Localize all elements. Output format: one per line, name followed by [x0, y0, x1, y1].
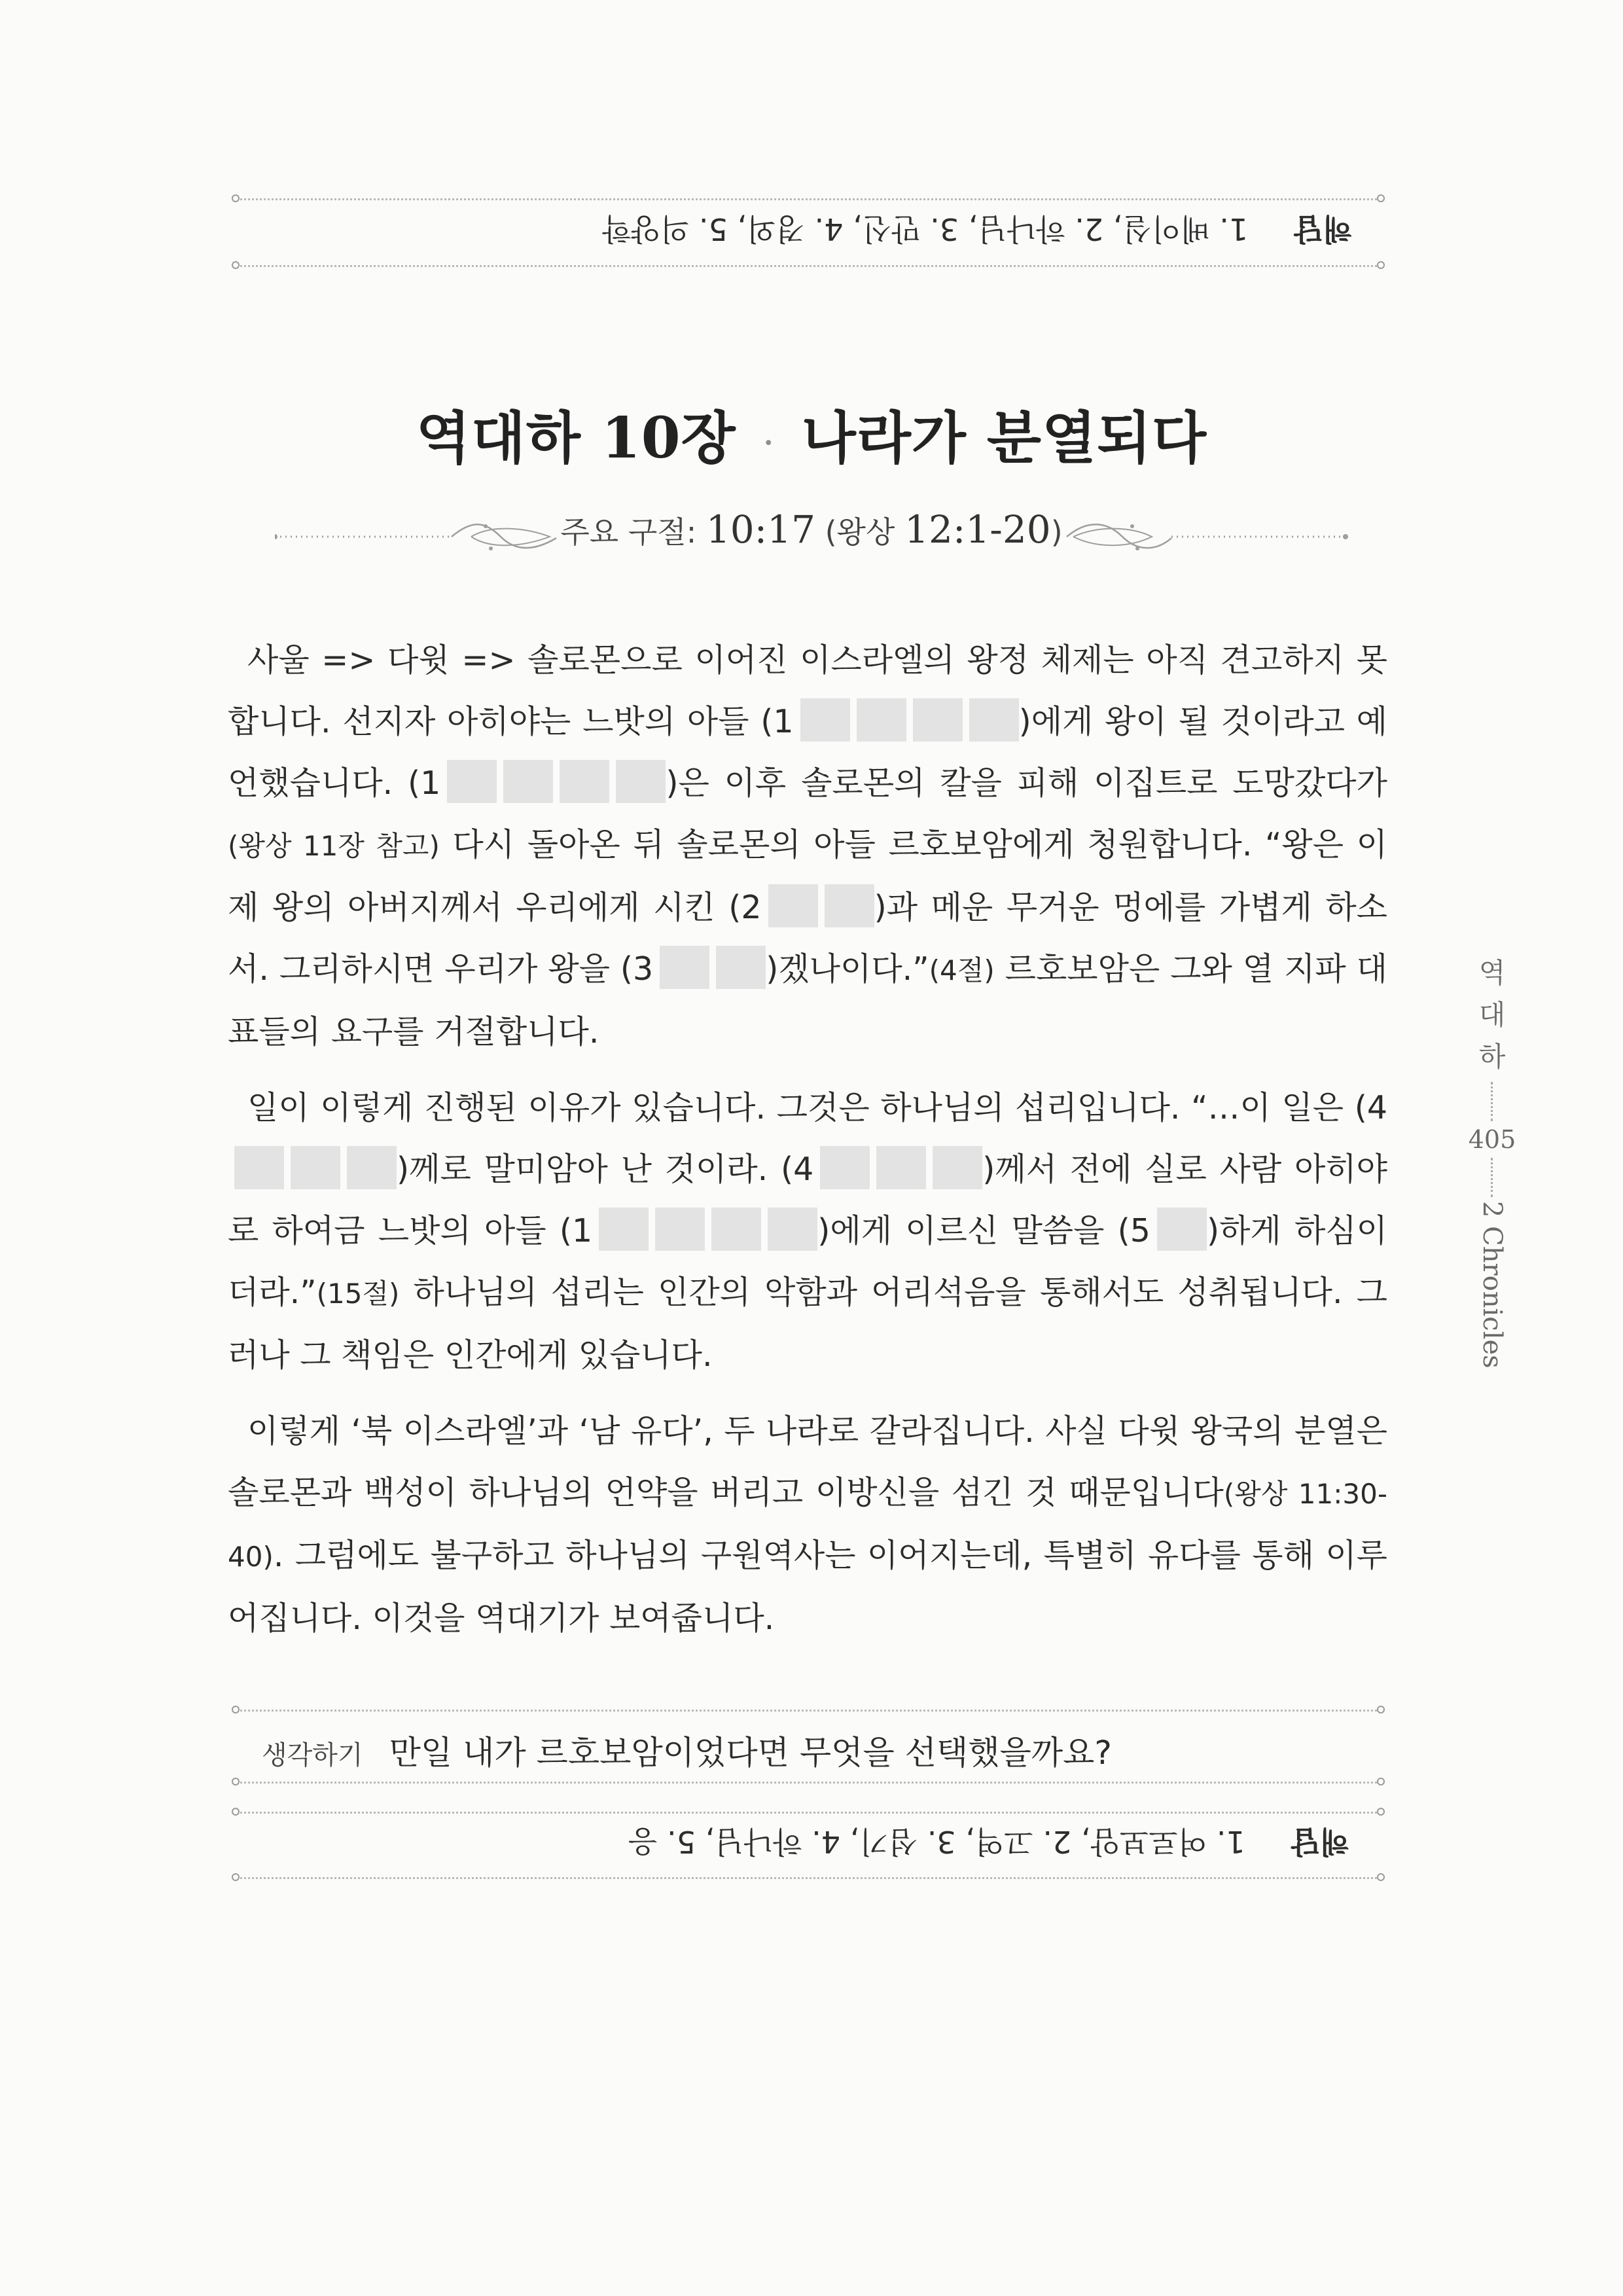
ring-ornament — [1377, 1873, 1385, 1881]
think-question: 만일 내가 르호보암이었다면 무엇을 선택했을까요? — [389, 1734, 1112, 1772]
text-run: )겠나이다.” — [766, 950, 929, 988]
ring-ornament — [232, 1808, 240, 1816]
text-run: )과 메운 무거운 멍에를 가볍게 하소서. 그리하시면 우리가 왕을 (3 — [228, 889, 1387, 988]
key-verse-label: 주요 구절: — [560, 514, 697, 550]
answer-blank — [820, 1146, 870, 1189]
ring-ornament — [1377, 261, 1385, 269]
answer-blank — [716, 946, 766, 989]
ring-ornament — [1377, 1706, 1385, 1713]
answer-blank — [347, 1146, 397, 1189]
key-verse-ref: 10:17 — [705, 507, 815, 552]
answer-blank — [825, 884, 874, 927]
key-verse-paren-close: ) — [1050, 514, 1063, 550]
side-divider — [1491, 1082, 1494, 1121]
text-run: . 그럼에도 불구하고 하나님의 구원역사는 이어지는데, 특별히 유다를 통해 이루어집니다. 이것을 역대기가 보여줍니다. — [228, 1537, 1387, 1637]
answer-label: 해답 — [1291, 1824, 1349, 1859]
chapter-title — [0, 393, 1623, 474]
side-book-char: 대 — [1478, 999, 1506, 1031]
title-separator: · — [762, 420, 776, 466]
ring-ornament — [232, 261, 240, 269]
right-flourish-ornament — [1060, 517, 1348, 556]
answer-label: 해답 — [1294, 211, 1353, 247]
answer-text: 1. 베이실, 2. 하나님, 3. 만신, 4. 경외, 5. 의양학 — [602, 211, 1249, 247]
scripture-ref: (왕상 11:30-40) — [228, 1478, 1388, 1573]
ring-ornament — [232, 1778, 240, 1785]
text-run: 르호보암은 그와 열 지파 대표들의 요구를 거절합니다. — [228, 950, 1387, 1050]
answer-blank — [857, 698, 906, 742]
answer-text: 1. 여로보암, 2. 고역, 3. 섬기, 4. 하나님, 5. 응 — [628, 1824, 1245, 1859]
ring-ornament — [1377, 194, 1385, 202]
bottom-answer-rule-bottom — [237, 1877, 1381, 1879]
top-answer-upside-down — [602, 209, 1352, 253]
answer-blank — [503, 760, 553, 803]
page-number: 405 — [1468, 1125, 1516, 1154]
text-run: )에게 이르신 말씀을 (5 — [817, 1212, 1150, 1249]
text-run: )께로 말미암아 난 것이라. (4 — [397, 1151, 814, 1188]
think-rule-top — [237, 1710, 1381, 1712]
paragraph-2 — [228, 1077, 1387, 1386]
ring-ornament — [232, 1873, 240, 1881]
answer-blank — [234, 1146, 284, 1189]
answer-blank — [616, 760, 666, 803]
bottom-answer-upside-down — [628, 1822, 1349, 1865]
key-verse — [0, 507, 1623, 552]
answer-blank — [599, 1208, 649, 1251]
think-label: 생각하기 — [262, 1740, 363, 1770]
answer-blank — [969, 698, 1019, 742]
side-book-char: 하 — [1478, 1041, 1506, 1073]
answer-blank — [660, 946, 709, 989]
body-text — [228, 630, 1387, 1664]
text-run: 일이 이렇게 진행된 이유가 있습니다. 그것은 하나님의 섭리입니다. “…이 일은 (4 — [247, 1089, 1387, 1126]
answer-blank — [291, 1146, 340, 1189]
text-run: 하나님의 섭리는 인간의 악함과 어리석음을 통해서도 성취됩니다. 그러나 그 책임은 인간에게 있습니다. — [228, 1274, 1387, 1374]
ring-ornament — [1377, 1808, 1385, 1816]
side-book-char: 역 — [1478, 957, 1506, 989]
ring-ornament — [232, 194, 240, 202]
ring-ornament — [1377, 1778, 1385, 1785]
ring-ornament — [232, 1706, 240, 1713]
side-divider — [1491, 1158, 1494, 1197]
bottom-answer-rule-top — [237, 1812, 1381, 1814]
top-answer-rule-bottom — [237, 265, 1381, 267]
answer-blank — [913, 698, 963, 742]
parallel-ref: 12:1-20 — [904, 507, 1051, 552]
book-chapter: 역대하 10장 — [416, 405, 736, 471]
key-verse-paren-open: (왕상 — [825, 514, 905, 550]
answer-blank — [711, 1208, 761, 1251]
scripture-ref: (4절) — [929, 954, 995, 986]
answer-blank — [655, 1208, 705, 1251]
paragraph-1 — [228, 630, 1387, 1063]
side-running-head — [1466, 952, 1518, 1369]
text-run: 이렇게 ‘북 이스라엘’과 ‘남 유다’, 두 나라로 갈라집니다. 사실 다윗 왕국의 분열은 솔로몬과 백성이 하나님의 언약을 버리고 이방신을 섬긴 것 때문입니다 — [228, 1412, 1387, 1511]
english-book-title: 2 Chronicles — [1477, 1201, 1507, 1369]
scripture-ref: (15절) — [316, 1278, 400, 1310]
answer-blank — [768, 884, 818, 927]
answer-blank — [876, 1146, 926, 1189]
text-run: )은 이후 솔로몬의 칼을 피해 이집트로 도망갔다가 — [666, 764, 1387, 802]
answer-blank — [1157, 1208, 1207, 1251]
text-run: 다시 돌아온 뒤 솔로몬의 아들 르호보암에게 청원합니다. “왕은 이제 왕의 아버지께서 우리에게 시킨 (2 — [228, 826, 1388, 926]
top-answer-rule-top — [237, 198, 1381, 200]
answer-blank — [768, 1208, 817, 1251]
think-rule-bottom — [237, 1782, 1381, 1784]
scripture-ref: (왕상 11장 참고) — [228, 830, 440, 862]
chapter-subtitle: 나라가 분열되다 — [801, 405, 1207, 471]
answer-blank — [447, 760, 497, 803]
text-run: 사울 => 다윗 => 솔로몬으로 이어진 이스라엘의 왕정 체제는 아직 견고하지 못합니다. 선지자 아히야는 느밧의 아들 (1 — [228, 641, 1387, 740]
text-run: )하게 하심이더라.” — [228, 1212, 1387, 1311]
answer-blank — [560, 760, 609, 803]
text-run: )께서 전에 실로 사람 아히야로 하여금 느밧의 아들 (1 — [228, 1151, 1387, 1249]
answer-blank — [933, 1146, 982, 1189]
answer-blank — [800, 698, 850, 742]
paragraph-3 — [228, 1401, 1387, 1649]
think-prompt — [262, 1727, 1112, 1774]
text-run: )에게 왕이 될 것이라고 예언했습니다. (1 — [228, 703, 1387, 802]
